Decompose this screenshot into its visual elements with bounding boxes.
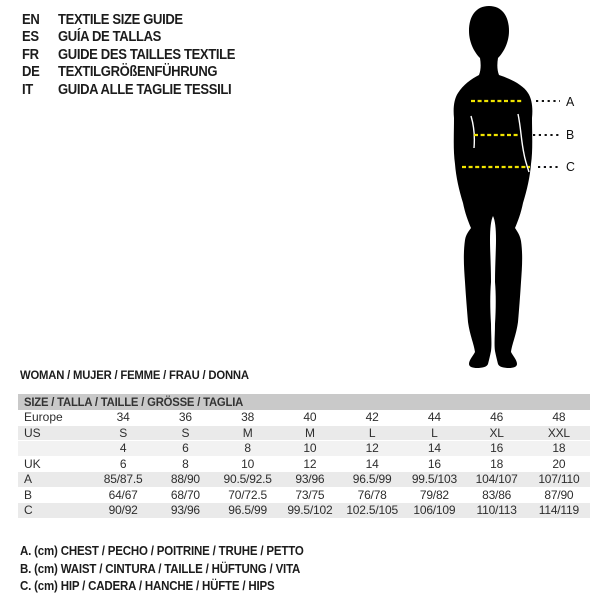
cell: 38 xyxy=(241,410,255,425)
cell: M xyxy=(304,425,315,440)
lang-title: TEXTILE SIZE GUIDE xyxy=(58,11,183,28)
cell: XXL xyxy=(547,425,570,440)
cell: 8 xyxy=(244,441,251,456)
woman-silhouette-icon xyxy=(430,0,600,385)
table-row-waist xyxy=(18,488,590,504)
table-row-chest xyxy=(18,472,590,488)
waist-label: B xyxy=(566,127,575,142)
lang-code: IT xyxy=(22,81,33,98)
lang-code: DE xyxy=(22,64,40,81)
cell: 79/82 xyxy=(419,487,449,502)
row-label: A xyxy=(24,472,33,487)
lang-title: GUIDA ALLE TAGLIE TESSILI xyxy=(58,81,232,98)
cell: 102.5/105 xyxy=(346,503,398,518)
cell: 48 xyxy=(552,410,566,425)
row-label: UK xyxy=(24,456,41,471)
table-header-label: SIZE / TALLA / TAILLE / GRÖSSE / TAGLIA xyxy=(24,395,244,409)
row-label: Europe xyxy=(24,410,63,425)
cell: 99.5/103 xyxy=(411,472,457,487)
cell: 46 xyxy=(490,410,504,425)
table-row-uk xyxy=(18,457,590,473)
cell: 40 xyxy=(303,410,317,425)
cell: 90.5/92.5 xyxy=(223,472,272,487)
measurement-legend xyxy=(20,544,328,597)
cell: 64/67 xyxy=(108,487,138,502)
cell: 12 xyxy=(303,456,317,471)
cell: 4 xyxy=(119,441,127,456)
cell: 6 xyxy=(119,456,127,471)
cell: S xyxy=(119,425,128,440)
cell: 10 xyxy=(303,441,317,456)
hip-label: C xyxy=(566,159,575,174)
cell: L xyxy=(431,425,438,440)
lang-title: GUIDE DES TAILLES TEXTILE xyxy=(58,46,236,63)
cell: 83/86 xyxy=(482,487,512,502)
cell: 107/110 xyxy=(538,472,580,487)
cell: M xyxy=(242,425,253,440)
row-label: C xyxy=(24,503,33,518)
cell: 8 xyxy=(182,456,189,471)
lang-title: TEXTILGRÖßENFÜHRUNG xyxy=(58,64,218,81)
cell: 85/87.5 xyxy=(103,472,143,487)
language-list xyxy=(22,11,255,99)
lang-title: GUÍA DE TALLAS xyxy=(58,29,161,46)
cell: 96.5/99 xyxy=(352,472,392,487)
table-row-hip xyxy=(18,503,590,519)
cell: 88/90 xyxy=(170,472,200,487)
lang-row-fr xyxy=(22,46,255,64)
table-row-us xyxy=(18,426,590,442)
cell: 87/90 xyxy=(544,487,574,502)
lang-row-en xyxy=(22,11,255,29)
measurement-figure xyxy=(430,0,600,385)
cell: 16 xyxy=(427,456,441,471)
table-header xyxy=(18,394,590,410)
cell: 90/92 xyxy=(108,503,138,518)
cell: S xyxy=(181,425,190,440)
cell: 6 xyxy=(182,441,189,456)
lang-row-es xyxy=(22,29,255,47)
cell: 68/70 xyxy=(170,487,200,502)
lang-row-de xyxy=(22,64,255,82)
lang-code: EN xyxy=(22,11,40,28)
cell: 93/96 xyxy=(295,472,325,487)
cell: 110/113 xyxy=(476,503,517,518)
lang-row-it xyxy=(22,81,255,99)
legend-chest xyxy=(20,544,328,562)
cell: 93/96 xyxy=(170,503,200,518)
legend-hip-text: C. (cm) HIP / CADERA / HANCHE / HÜFTE / HIPS xyxy=(20,579,275,593)
legend-waist xyxy=(20,562,328,580)
cell: 14 xyxy=(365,456,379,471)
row-label: B xyxy=(24,487,33,502)
legend-hip xyxy=(20,579,328,597)
lang-code: ES xyxy=(22,29,39,46)
cell: 36 xyxy=(178,410,192,425)
cell: 42 xyxy=(365,410,379,425)
table-row-us-numeric xyxy=(18,441,590,457)
cell: 99.5/102 xyxy=(287,503,333,518)
legend-waist-text: B. (cm) WAIST / CINTURA / TAILLE / HÜFTUNG / VITA xyxy=(20,561,301,576)
cell: 96.5/99 xyxy=(228,503,267,518)
chest-label: A xyxy=(566,94,575,109)
cell: 12 xyxy=(365,441,379,456)
cell: 104/107 xyxy=(475,472,518,487)
cell: 10 xyxy=(241,456,255,471)
lang-code: FR xyxy=(22,46,39,63)
cell: 106/109 xyxy=(413,503,456,518)
cell: 114/119 xyxy=(538,503,579,518)
cell: 14 xyxy=(427,441,441,456)
cell: L xyxy=(368,425,376,440)
cell: 73/75 xyxy=(295,487,325,502)
cell: 34 xyxy=(116,410,130,425)
cell: 18 xyxy=(552,441,566,456)
cell: 76/78 xyxy=(357,487,387,502)
woman-body-shape xyxy=(454,6,533,368)
section-title: WOMAN / MUJER / FEMME / FRAU / DONNA xyxy=(20,368,249,382)
table-row-europe xyxy=(18,410,590,426)
cell: 44 xyxy=(427,410,441,425)
legend-chest-text: A. (cm) CHEST / PECHO / POITRINE / TRUHE / PETTO xyxy=(20,544,304,558)
cell: 70/72.5 xyxy=(228,487,267,502)
row-label: US xyxy=(24,425,41,440)
cell: 16 xyxy=(490,441,504,456)
cell: 18 xyxy=(490,456,504,471)
size-table xyxy=(18,394,590,519)
cell: 20 xyxy=(552,456,566,471)
cell: XL xyxy=(489,425,504,440)
